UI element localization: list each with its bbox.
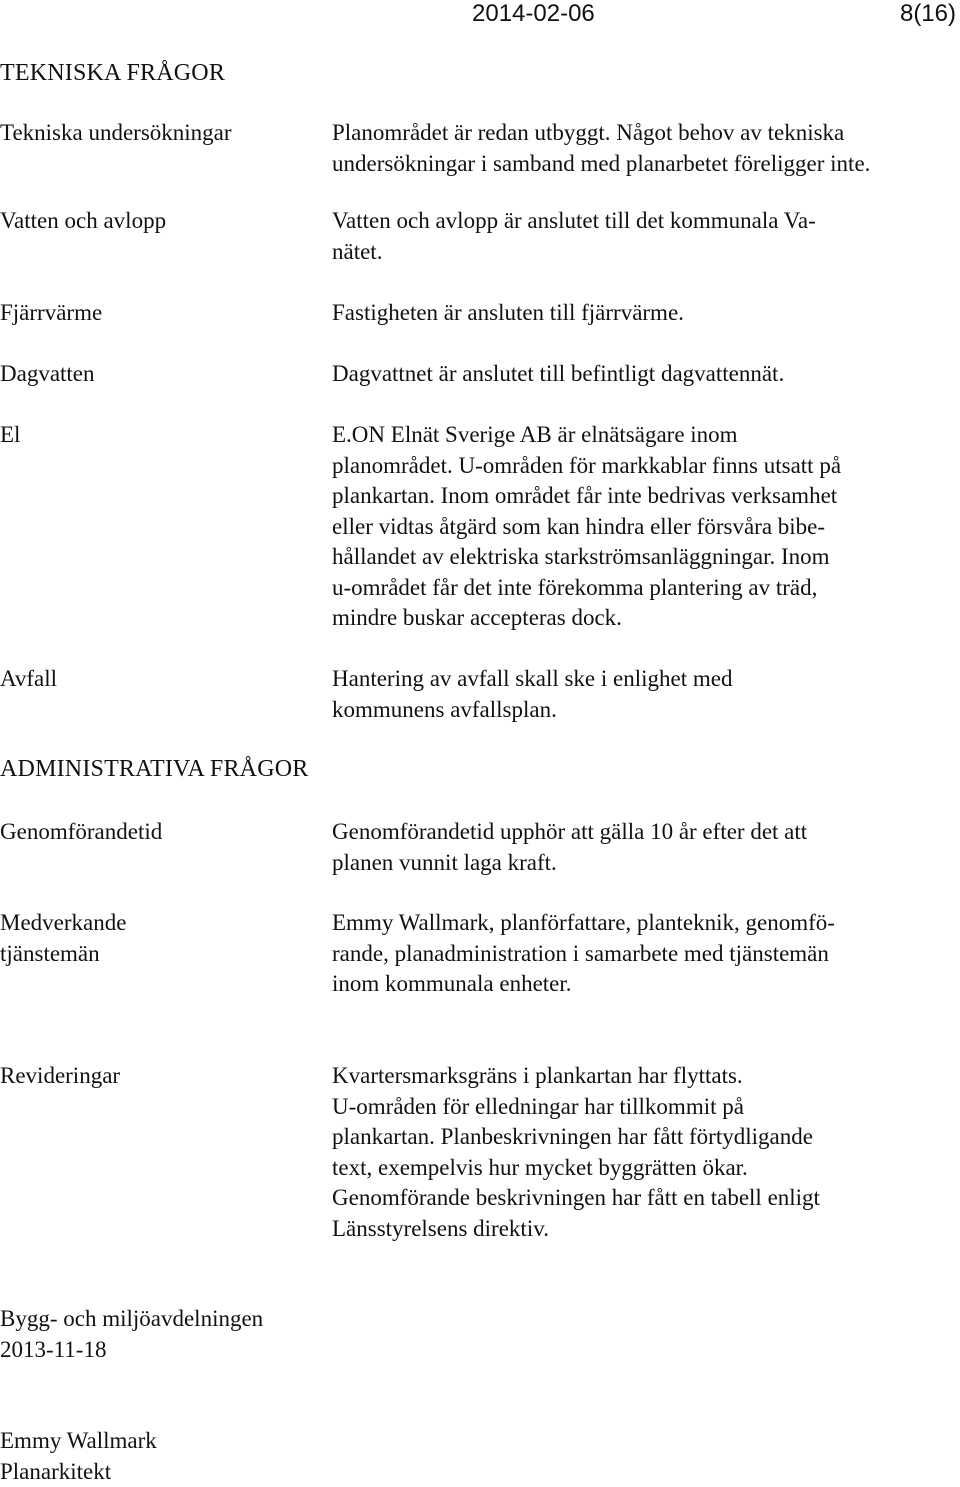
signature-department: Bygg- och miljöavdelningen: [0, 1304, 400, 1335]
text-avfall: [332, 664, 932, 725]
text-line: planen vunnit laga kraft.: [332, 848, 932, 879]
label-line: tjänstemän: [0, 939, 300, 970]
label-vatten-och-avlopp: Vatten och avlopp: [0, 206, 300, 237]
text-line: hållandet av elektriska starkströmsanläggningar. Inom: [332, 542, 932, 573]
label-medverkande-tjanstemen: [0, 908, 300, 969]
label-tekniska-undersokningar: Tekniska undersökningar: [0, 118, 300, 149]
text-line: Vatten och avlopp är anslutet till det kommunala Va-: [332, 206, 932, 237]
text-dagvatten: [332, 359, 932, 390]
signature-person-block: [0, 1426, 400, 1487]
text-line: planområdet. U-områden för markkablar finns utsatt på: [332, 451, 932, 482]
label-avfall: Avfall: [0, 664, 300, 695]
label-el: El: [0, 420, 300, 451]
text-line: Genomförandetid upphör att gälla 10 år efter det att: [332, 817, 932, 848]
text-tekniska-undersokningar: [332, 118, 932, 179]
label-dagvatten: Dagvatten: [0, 359, 300, 390]
label-line: Revideringar: [0, 1061, 300, 1092]
text-line: rande, planadministration i samarbete med tjänstemän: [332, 939, 932, 970]
text-genomforandetid: [332, 817, 932, 878]
text-line: plankartan. Planbeskrivningen har fått förtydligande: [332, 1122, 932, 1153]
text-line: Genomförande beskrivningen har fått en tabell enligt: [332, 1183, 932, 1214]
text-line: u-området får det inte förekomma plantering av träd,: [332, 573, 932, 604]
text-line: plankartan. Inom området får inte bedrivas verksamhet: [332, 481, 932, 512]
page-number: 8(16): [900, 0, 956, 28]
page-header: [0, 0, 960, 34]
text-line: Emmy Wallmark, planförfattare, planteknik, genomfö-: [332, 908, 932, 939]
text-line: E.ON Elnät Sverige AB är elnätsägare inom: [332, 420, 932, 451]
text-line: Hantering av avfall skall ske i enlighet med: [332, 664, 932, 695]
section-title-administrativa: ADMINISTRATIVA FRÅGOR: [0, 754, 308, 785]
text-line: nätet.: [332, 237, 932, 268]
header-date: 2014-02-06: [472, 0, 595, 28]
text-fjarrvarme: [332, 298, 932, 329]
label-genomforandetid: [0, 817, 300, 848]
text-el: [332, 420, 932, 634]
text-line: inom kommunala enheter.: [332, 969, 932, 1000]
label-line: Genomförandetid: [0, 817, 300, 848]
section-title-tekniska: TEKNISKA FRÅGOR: [0, 58, 225, 89]
label-line: Medverkande: [0, 908, 300, 939]
signature-title: Planarkitekt: [0, 1457, 400, 1487]
text-line: U-områden för elledningar har tillkommit på: [332, 1092, 932, 1123]
text-line: undersökningar i samband med planarbetet föreligger inte.: [332, 149, 932, 180]
text-revideringar: [332, 1061, 932, 1244]
text-line: Dagvattnet är anslutet till befintligt dagvattennät.: [332, 359, 932, 390]
text-line: eller vidtas åtgärd som kan hindra eller försvåra bibe-: [332, 512, 932, 543]
label-fjarrvarme: Fjärrvärme: [0, 298, 300, 329]
signature-name: Emmy Wallmark: [0, 1426, 400, 1457]
text-line: Kvartersmarksgräns i plankartan har flyttats.: [332, 1061, 932, 1092]
text-medverkande-tjanstemen: [332, 908, 932, 1000]
text-line: mindre buskar accepteras dock.: [332, 603, 932, 634]
signature-department-block: [0, 1304, 400, 1365]
text-line: Länsstyrelsens direktiv.: [332, 1214, 932, 1245]
text-vatten-och-avlopp: [332, 206, 932, 267]
text-line: kommunens avfallsplan.: [332, 695, 932, 726]
text-line: Planområdet är redan utbyggt. Något behov av tekniska: [332, 118, 932, 149]
text-line: text, exempelvis hur mycket byggrätten ökar.: [332, 1153, 932, 1184]
signature-date: 2013-11-18: [0, 1335, 400, 1366]
text-line: Fastigheten är ansluten till fjärrvärme.: [332, 298, 932, 329]
label-revideringar: [0, 1061, 300, 1092]
